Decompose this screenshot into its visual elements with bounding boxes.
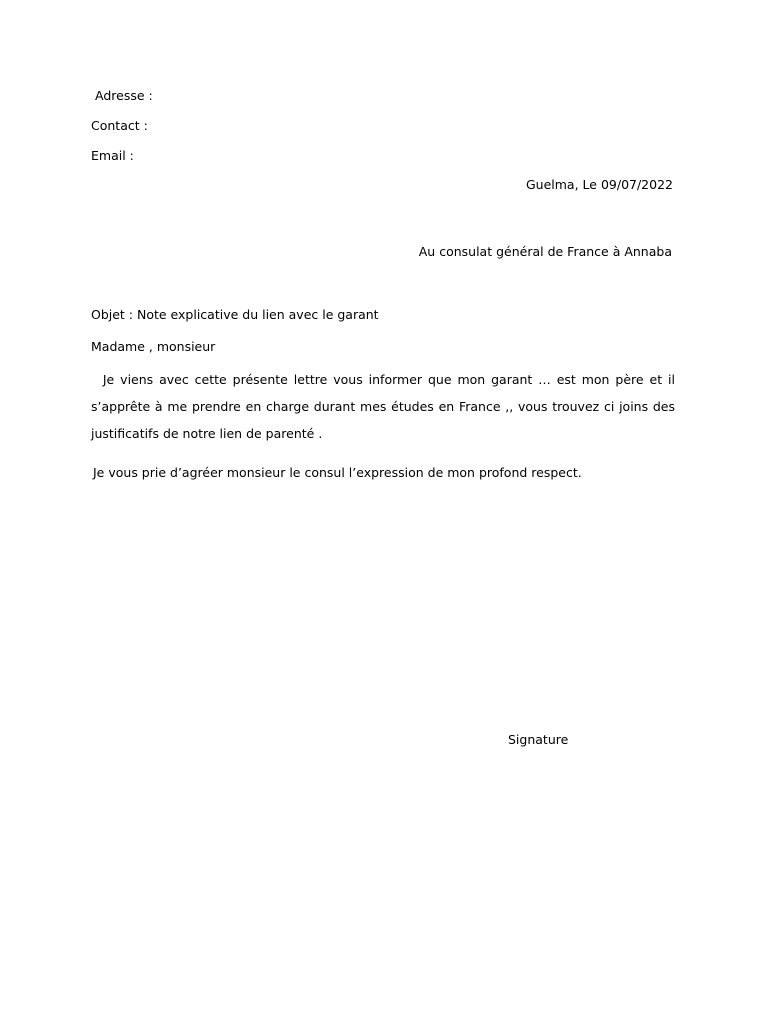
signature-label: Signature — [508, 732, 569, 747]
recipient: Au consulat général de France à Annaba — [418, 244, 672, 259]
sender-address-label: Adresse : — [95, 88, 153, 103]
body-paragraph — [91, 366, 675, 447]
body-paragraph-text: Je viens avec cette présente lettre vous informer que mon garant … est mon père et il s’apprête à me prendre en charge durant mes études en France ,, vous trouvez ci joins des justificatifs de notre lien de parenté . — [91, 372, 675, 441]
date-line: Guelma, Le 09/07/2022 — [525, 177, 673, 192]
subject-line: Objet : Note explicative du lien avec le garant — [91, 307, 379, 322]
sender-email-label: Email : — [91, 148, 134, 163]
greeting: Madame , monsieur — [91, 339, 216, 354]
closing-paragraph: Je vous prie d’agréer monsieur le consul l’expression de mon profond respect. — [93, 465, 582, 480]
sender-contact-label: Contact : — [91, 118, 148, 133]
